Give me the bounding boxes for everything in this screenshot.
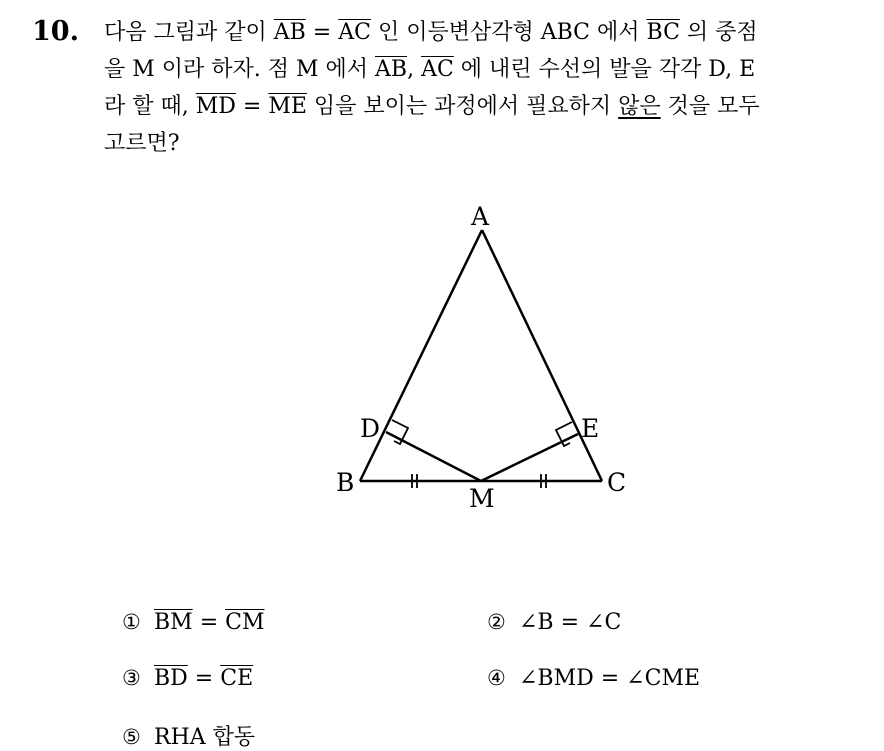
segment-notation: $\overline{BD}$ bbox=[154, 666, 188, 691]
label-a: A bbox=[471, 202, 490, 231]
segment-notation: $\overline{ME}$ bbox=[268, 94, 307, 119]
segment-notation: $\overline{CE}$ bbox=[220, 666, 254, 691]
segment-notation: $\overline{MD}$ bbox=[195, 94, 236, 119]
segment-md bbox=[386, 432, 481, 481]
choice-number: ④ bbox=[487, 666, 506, 690]
label-e: E bbox=[581, 414, 600, 443]
triangle-figure bbox=[320, 190, 640, 520]
question-line bbox=[104, 125, 874, 162]
text-run: = bbox=[192, 610, 226, 635]
text-run: 것을 모두 bbox=[660, 94, 760, 119]
segment-notation: $\overline{AC}$ bbox=[338, 20, 371, 45]
segment-notation: $\overline{BM}$ bbox=[154, 610, 193, 635]
question-line bbox=[104, 51, 874, 88]
choice-3[interactable] bbox=[122, 666, 253, 691]
side-ab bbox=[360, 230, 482, 481]
text-run: = bbox=[235, 94, 269, 119]
choice-number: ⑤ bbox=[122, 725, 141, 749]
text-run: , bbox=[407, 57, 422, 82]
text-run: ∠B = ∠C bbox=[519, 610, 622, 635]
segment-notation: $\overline{BC}$ bbox=[646, 20, 680, 45]
text-run: 다음 그림과 같이 bbox=[104, 20, 274, 45]
choice-number: ③ bbox=[122, 666, 141, 690]
question-number: 10. bbox=[32, 16, 79, 47]
choice-number: ② bbox=[487, 610, 506, 634]
text-run: 의 중점 bbox=[679, 20, 758, 45]
segment-notation: $\overline{AB}$ bbox=[273, 20, 306, 45]
label-d: D bbox=[360, 414, 381, 443]
text-run: 고르면? bbox=[104, 131, 180, 156]
question-line bbox=[104, 14, 874, 51]
text-run: 인 이등변삼각형 ABC 에서 bbox=[370, 20, 647, 45]
text-run: 에 내린 수선의 발을 각각 D, E bbox=[453, 57, 756, 82]
segment-me bbox=[481, 434, 578, 481]
text-run: 임을 보이는 과정에서 필요하지 bbox=[306, 94, 619, 119]
text-run: = bbox=[305, 20, 339, 45]
choice-2[interactable] bbox=[487, 610, 621, 635]
text-run: ∠BMD = ∠CME bbox=[519, 666, 701, 691]
choice-1[interactable] bbox=[122, 610, 264, 635]
text-run: RHA 합동 bbox=[154, 725, 256, 750]
segment-notation: $\overline{AC}$ bbox=[421, 57, 454, 82]
question-stem bbox=[104, 14, 874, 162]
label-m: M bbox=[469, 484, 495, 513]
text-run: = bbox=[187, 666, 221, 691]
segment-notation: $\overline{CM}$ bbox=[225, 610, 265, 635]
triangle-diagram bbox=[320, 190, 640, 520]
underlined-text: 않은 bbox=[618, 94, 661, 119]
label-c: C bbox=[607, 468, 627, 497]
choice-4[interactable] bbox=[487, 666, 700, 691]
choice-number: ① bbox=[122, 610, 141, 634]
text-run: 을 M 이라 하자. 점 M 에서 bbox=[104, 57, 376, 82]
choice-5[interactable] bbox=[122, 720, 255, 751]
side-ac bbox=[482, 230, 602, 481]
question-line bbox=[104, 88, 874, 125]
label-b: B bbox=[336, 468, 355, 497]
text-run: 라 할 때, bbox=[104, 94, 196, 119]
segment-notation: $\overline{AB}$ bbox=[375, 57, 408, 82]
